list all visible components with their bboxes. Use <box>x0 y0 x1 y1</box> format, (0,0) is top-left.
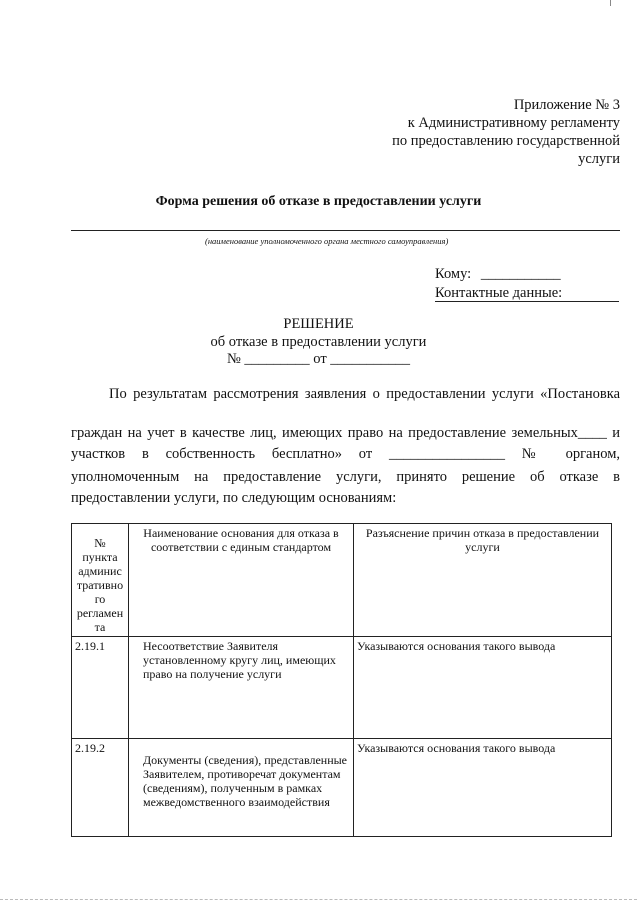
appendix-line-2: к Административному регламенту <box>407 115 620 131</box>
to-label: Кому: <box>435 266 472 282</box>
header-no-line: № <box>94 536 106 550</box>
header-no-line: го <box>94 592 106 606</box>
header-no-line: та <box>94 620 106 634</box>
decision-number-line: № _________ от ___________ <box>226 351 411 367</box>
header-explanation: Разъяснение причин отказа в предоставлении услуги <box>354 524 612 637</box>
paragraph-line-5: предоставлении услуги, по следующим основаниям: <box>71 490 397 506</box>
paragraph-line-3: участков в собственность бесплатно» от ________________ № органом, <box>71 446 620 462</box>
contacts-label: Контактные данные: <box>435 285 563 301</box>
recipient-contacts <box>435 285 562 302</box>
refusal-grounds-table <box>71 523 612 837</box>
header-no-line: тративно <box>76 578 124 592</box>
form-title: Форма решения об отказе в предоставлении услуги <box>155 194 482 209</box>
header-ground-name: Наименование основания для отказа в соответствии с единым стандартом <box>129 524 354 637</box>
table-row <box>72 739 612 837</box>
row-explanation: Указываются основания такого вывода <box>354 637 612 739</box>
header-no-line: админис <box>78 564 122 578</box>
paragraph-line-1: По результатам рассмотрения заявления о предоставлении услуги «Постановка <box>109 386 620 402</box>
appendix-line-1: Приложение № 3 <box>513 97 620 113</box>
table-header-row <box>72 524 612 637</box>
row-number: 2.19.1 <box>72 637 129 739</box>
organ-name-line <box>71 230 620 231</box>
header-no-line: регламен <box>76 606 124 620</box>
contacts-line <box>435 301 619 302</box>
organ-caption: (наименование уполномоченного органа местного самоуправления) <box>205 236 449 246</box>
header-no-line: пункта <box>82 550 118 564</box>
row-explanation: Указываются основания такого вывода <box>354 739 612 837</box>
row-ground: Документы (сведения), представленные Заявителем, противоречат документам (сведениям), полученным в рамках межведомственного взаимодействия <box>129 739 354 837</box>
to-blank: ___________ <box>480 266 561 282</box>
appendix-block <box>392 96 620 168</box>
table-row <box>72 637 612 739</box>
row-number: 2.19.2 <box>72 739 129 837</box>
appendix-line-3: по предоставлению государственной <box>392 133 620 149</box>
row-ground: Несоответствие Заявителя установленному кругу лиц, имеющих право на получение услуги <box>129 637 354 739</box>
page-bottom-edge <box>0 899 637 900</box>
header-paragraph-number <box>72 524 129 637</box>
appendix-line-4: услуги <box>578 151 620 167</box>
scan-mark <box>610 0 611 6</box>
paragraph-line-2: граждан на учет в качестве лиц, имеющих право на предоставление земельных____ и <box>71 425 620 441</box>
paragraph-line-4: уполномоченным на предоставление услуги, принято решение об отказе в <box>71 469 620 485</box>
decision-heading: РЕШЕНИЕ <box>283 316 354 332</box>
recipient-to <box>435 266 561 283</box>
decision-subheading: об отказе в предоставлении услуги <box>210 334 427 350</box>
